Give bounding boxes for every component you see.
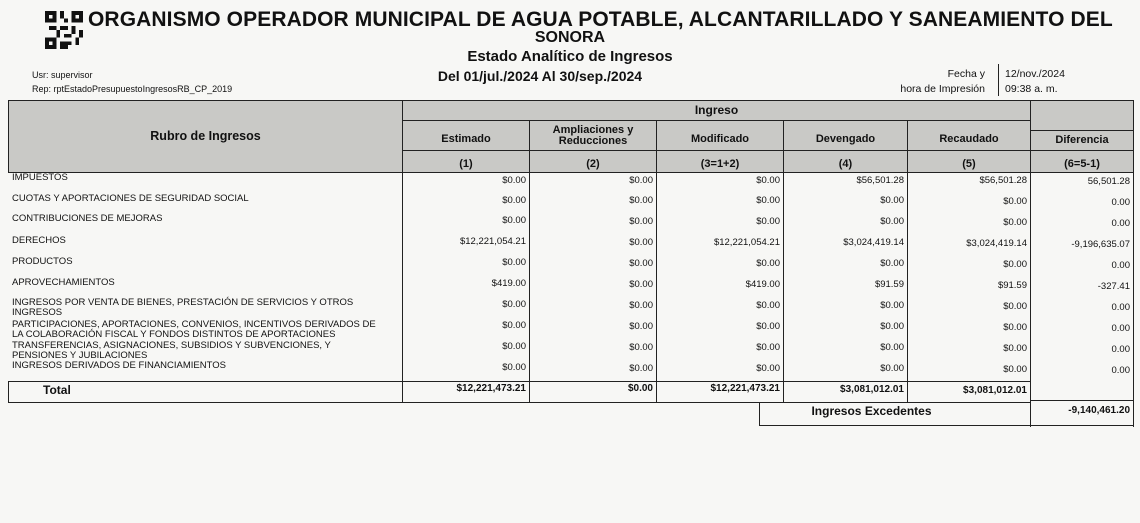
ingreso-header: Ingreso <box>402 100 1031 121</box>
cell-modificado: $0.00 <box>756 216 780 227</box>
cell-estimado: $0.00 <box>502 257 526 268</box>
print-date-value <box>1005 67 1065 97</box>
cell-estimado: $419.00 <box>491 278 526 289</box>
organization-title-line2: SONORA <box>534 29 606 46</box>
cell-recaudado: $0.00 <box>1003 259 1027 270</box>
cell-estimado: $0.00 <box>502 175 526 186</box>
cell-modificado: $0.00 <box>756 258 780 269</box>
cell-recaudado: $0.00 <box>1003 343 1027 354</box>
cell-estimado: $0.00 <box>502 195 526 206</box>
cell-ampliaciones: $0.00 <box>629 216 653 227</box>
total-estimado: $12,221,473.21 <box>456 383 526 394</box>
cell-ampliaciones: $0.00 <box>629 279 653 290</box>
cell-modificado: $419.00 <box>745 279 780 290</box>
col-diferencia-code: (6=5-1) <box>1030 150 1134 173</box>
cell-modificado: $0.00 <box>756 195 780 206</box>
cell-recaudado: $56,501.28 <box>979 175 1027 186</box>
cell-devengado: $56,501.28 <box>856 175 904 186</box>
total-devengado: $3,081,012.01 <box>840 384 904 395</box>
cell-devengado: $3,024,419.14 <box>843 237 904 248</box>
organization-title: ORGANISMO OPERADOR MUNICIPAL DE AGUA POTABLE, ALCANTARILLADO Y SANEAMIENTO DEL <box>88 8 1113 31</box>
cell-estimado: $0.00 <box>502 362 526 373</box>
cell-ampliaciones: $0.00 <box>629 321 653 332</box>
print-divider <box>998 64 999 96</box>
cell-ampliaciones: $0.00 <box>629 363 653 374</box>
report-period: Del 01/jul./2024 Al 30/sep./2024 <box>437 68 643 84</box>
cell-estimado: $0.00 <box>502 320 526 331</box>
total-modificado: $12,221,473.21 <box>710 383 780 394</box>
row-label: IMPUESTOS <box>12 172 68 183</box>
cell-diferencia: -9,196,635.07 <box>1071 239 1130 250</box>
total-recaudado: $3,081,012.01 <box>963 385 1027 396</box>
cell-diferencia: 0.00 <box>1111 344 1130 355</box>
cell-diferencia: 0.00 <box>1111 218 1130 229</box>
col-estimado-header: Estimado <box>402 120 530 151</box>
row-label: PARTICIPACIONES, APORTACIONES, CONVENIOS, INCENTIVOS DERIVADOS DE LA COLABORACIÓN FISCAL Y FONDOS DISTINTOS DE APORTACIONES <box>12 319 376 340</box>
cell-estimado: $0.00 <box>502 215 526 226</box>
cell-ampliaciones: $0.00 <box>629 342 653 353</box>
row-label: CUOTAS Y APORTACIONES DE SEGURIDAD SOCIAL <box>12 193 249 204</box>
cell-devengado: $0.00 <box>880 258 904 269</box>
cell-diferencia: 56,501.28 <box>1087 176 1130 187</box>
row-label: CONTRIBUCIONES DE MEJORAS <box>12 213 163 224</box>
col-ampliaciones-code: (2) <box>529 150 657 173</box>
total-label: Total <box>43 383 71 397</box>
cell-devengado: $91.59 <box>874 279 904 290</box>
cell-estimado: $0.00 <box>502 299 526 310</box>
col-recaudado-code: (5) <box>907 150 1031 173</box>
cell-recaudado: $91.59 <box>997 280 1027 291</box>
print-label-line2: hora de Impresión <box>900 83 985 95</box>
cell-recaudado: $0.00 <box>1003 301 1027 312</box>
cell-recaudado: $0.00 <box>1003 364 1027 375</box>
user-label: Usr: supervisor <box>32 70 93 80</box>
cell-modificado: $0.00 <box>756 300 780 311</box>
rubro-header: Rubro de Ingresos <box>8 100 403 173</box>
cell-devengado: $0.00 <box>880 195 904 206</box>
total-ampliaciones: $0.00 <box>627 383 653 394</box>
header-spacer <box>1030 100 1134 131</box>
cell-modificado: $0.00 <box>756 342 780 353</box>
cell-ampliaciones: $0.00 <box>629 195 653 206</box>
excedentes-label: Ingresos Excedentes <box>811 404 932 418</box>
print-label-line1: Fecha y <box>947 68 985 80</box>
report-id-label: Rep: rptEstadoPresupuestoIngresosRB_CP_2019 <box>32 84 233 94</box>
row-label: INGRESOS POR VENTA DE BIENES, PRESTACIÓN DE SERVICIOS Y OTROS INGRESOS <box>12 297 354 318</box>
cell-estimado: $0.00 <box>502 341 526 352</box>
cell-diferencia: -327.41 <box>1097 281 1130 292</box>
cell-devengado: $0.00 <box>880 216 904 227</box>
row-label: TRANSFERENCIAS, ASIGNACIONES, SUBSIDIOS Y SUBVENCIONES, Y PENSIONES Y JUBILACIONES <box>12 340 331 361</box>
cell-ampliaciones: $0.00 <box>629 300 653 311</box>
col-diferencia-header: Diferencia <box>1030 130 1134 151</box>
col-modificado-header: Modificado <box>656 120 784 151</box>
excedentes-value: -9,140,461.20 <box>1068 405 1130 416</box>
cell-modificado: $0.00 <box>756 363 780 374</box>
col-estimado-code: (1) <box>402 150 530 173</box>
report-title: Estado Analítico de Ingresos <box>467 48 673 65</box>
print-time: 09:38 a. m. <box>1005 83 1058 95</box>
cell-modificado: $0.00 <box>756 321 780 332</box>
cell-diferencia: 0.00 <box>1111 302 1130 313</box>
cell-modificado: $0.00 <box>756 175 780 186</box>
print-date: 12/nov./2024 <box>1005 68 1065 80</box>
cell-diferencia: 0.00 <box>1111 365 1130 376</box>
cell-ampliaciones: $0.00 <box>629 237 653 248</box>
cell-diferencia: 0.00 <box>1111 197 1130 208</box>
col-modificado-code: (3=1+2) <box>656 150 784 173</box>
row-label: PRODUCTOS <box>12 256 73 267</box>
cell-modificado: $12,221,054.21 <box>713 237 780 248</box>
cell-diferencia: 0.00 <box>1111 323 1130 334</box>
cell-devengado: $0.00 <box>880 342 904 353</box>
cell-recaudado: $0.00 <box>1003 196 1027 207</box>
cell-devengado: $0.00 <box>880 300 904 311</box>
col-ampliaciones-header: Ampliaciones y Reducciones <box>529 120 657 151</box>
print-date-label <box>880 67 985 97</box>
col-devengado-header: Devengado <box>783 120 908 151</box>
cell-recaudado: $0.00 <box>1003 322 1027 333</box>
row-label: INGRESOS DERIVADOS DE FINANCIAMIENTOS <box>12 360 226 371</box>
cell-devengado: $0.00 <box>880 363 904 374</box>
cell-ampliaciones: $0.00 <box>629 175 653 186</box>
cell-recaudado: $0.00 <box>1003 217 1027 228</box>
cell-ampliaciones: $0.00 <box>629 258 653 269</box>
cell-recaudado: $3,024,419.14 <box>966 238 1027 249</box>
row-label: DERECHOS <box>12 235 66 246</box>
cell-devengado: $0.00 <box>880 321 904 332</box>
cell-diferencia: 0.00 <box>1111 260 1130 271</box>
col-recaudado-header: Recaudado <box>907 120 1031 151</box>
row-label: APROVECHAMIENTOS <box>12 277 115 288</box>
col-devengado-code: (4) <box>783 150 908 173</box>
cell-estimado: $12,221,054.21 <box>459 236 526 247</box>
